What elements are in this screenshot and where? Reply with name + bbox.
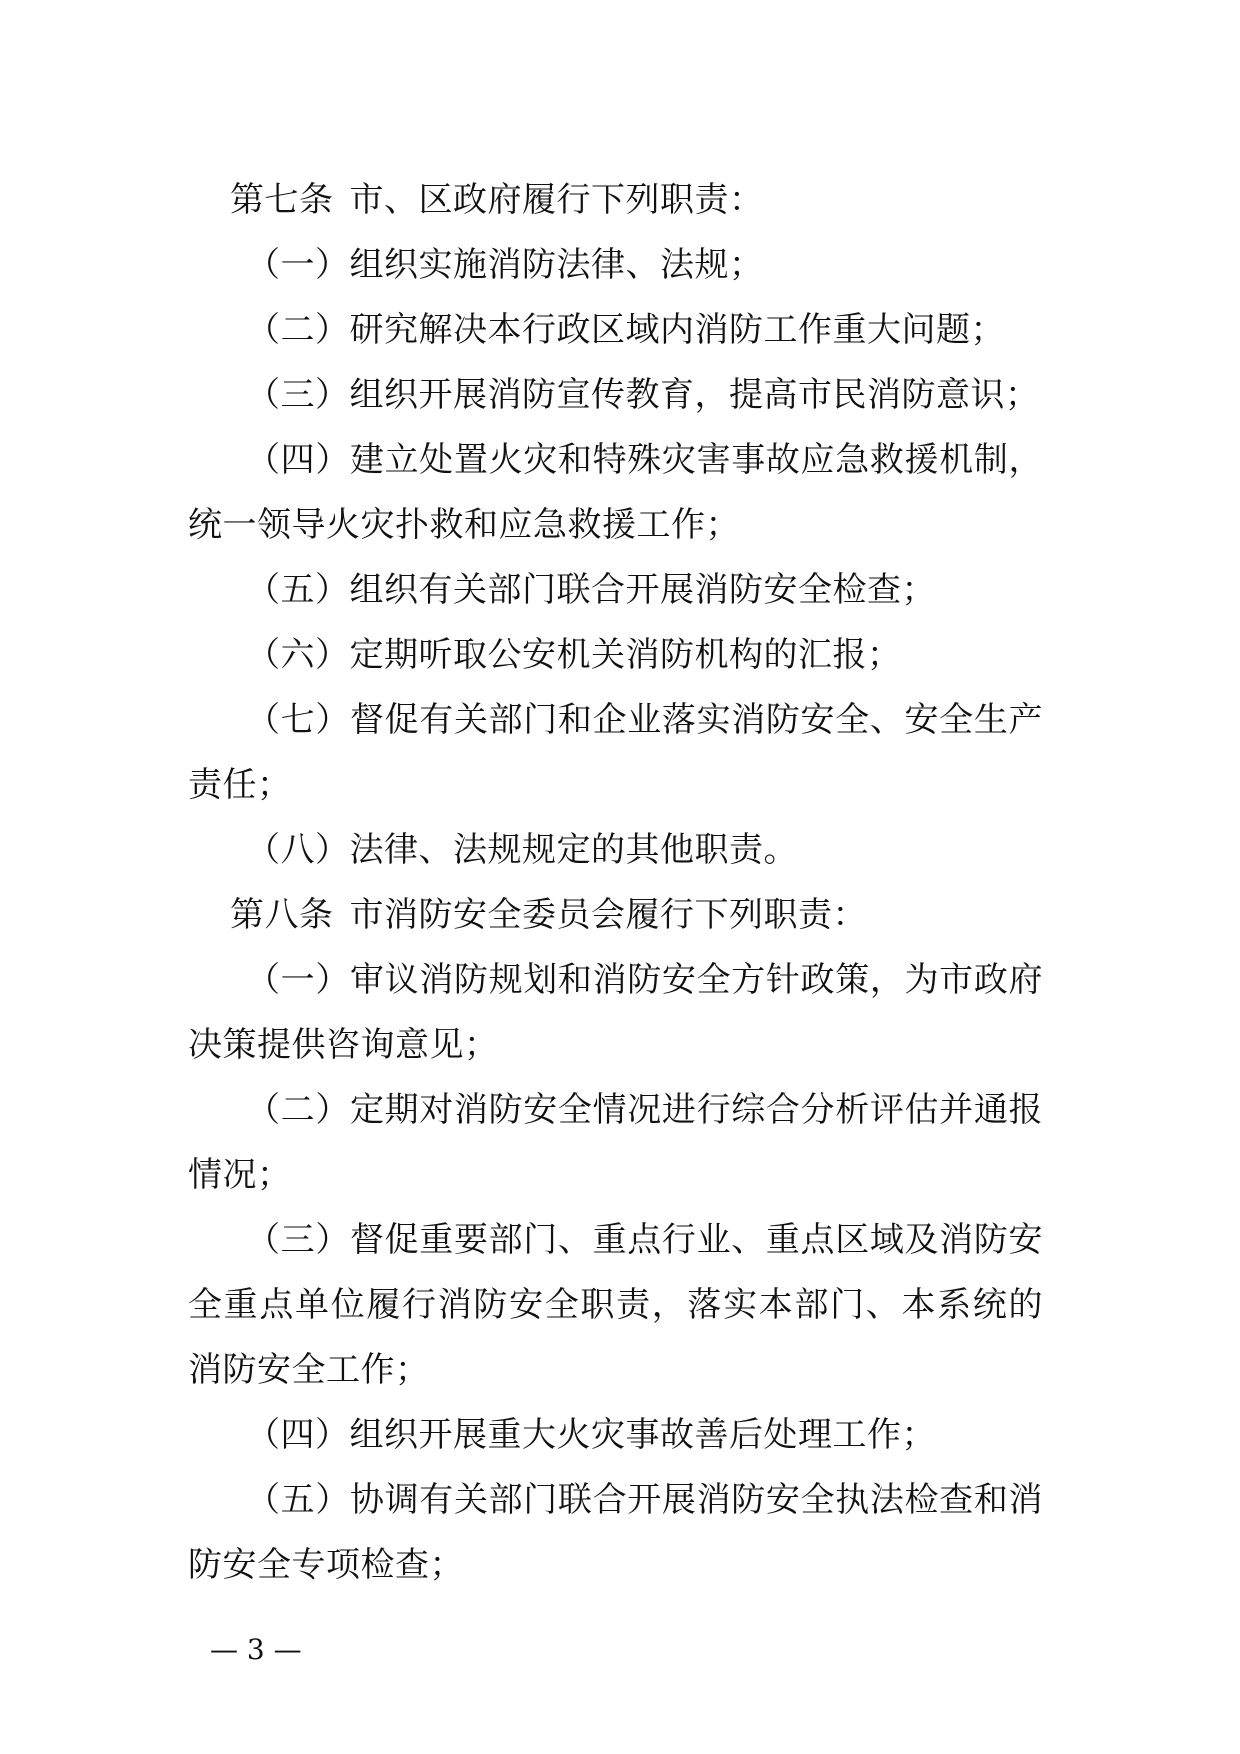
- list-item: （五）协调有关部门联合开展消防安全执法检查和消防安全专项检查；: [188, 1480, 1043, 1585]
- list-item: （一）审议消防规划和消防安全方针政策，为市政府决策提供咨询意见；: [188, 960, 1043, 1065]
- list-item: （五）组织有关部门联合开展消防安全检查；: [246, 570, 936, 610]
- article-text: 市、区政府履行下列职责：: [349, 180, 764, 220]
- article-8-heading: [188, 883, 1043, 948]
- article-title: 第八条: [230, 895, 334, 935]
- list-item: （六）定期听取公安机关消防机构的汇报；: [246, 635, 902, 675]
- list-item: （二）研究解决本行政区域内消防工作重大问题；: [246, 310, 1005, 350]
- list-item: （八）法律、法规规定的其他职责。: [246, 830, 798, 870]
- list-item: （二）定期对消防安全情况进行综合分析评估并通报情况；: [188, 1090, 1043, 1195]
- page-number: — 3 —: [210, 1633, 302, 1666]
- list-item: （四）建立处置火灾和特殊灾害事故应急救援机制，统一领导火灾扑救和应急救援工作；: [188, 440, 1043, 545]
- article-text: 市消防安全委员会履行下列职责：: [349, 895, 867, 935]
- list-item: （七）督促有关部门和企业落实消防安全、安全生产责任；: [188, 700, 1043, 805]
- document-body: [188, 168, 1043, 1598]
- list-item: （三）组织开展消防宣传教育，提高市民消防意识；: [246, 375, 1040, 415]
- list-item: （三）督促重要部门、重点行业、重点区域及消防安全重点单位履行消防安全职责，落实本部门、本系统的消防安全工作；: [188, 1220, 1043, 1390]
- list-item: （四）组织开展重大火灾事故善后处理工作；: [246, 1415, 936, 1455]
- article-title: 第七条: [230, 180, 334, 220]
- list-item: （一）组织实施消防法律、法规；: [246, 245, 764, 285]
- article-7-heading: [188, 168, 1043, 233]
